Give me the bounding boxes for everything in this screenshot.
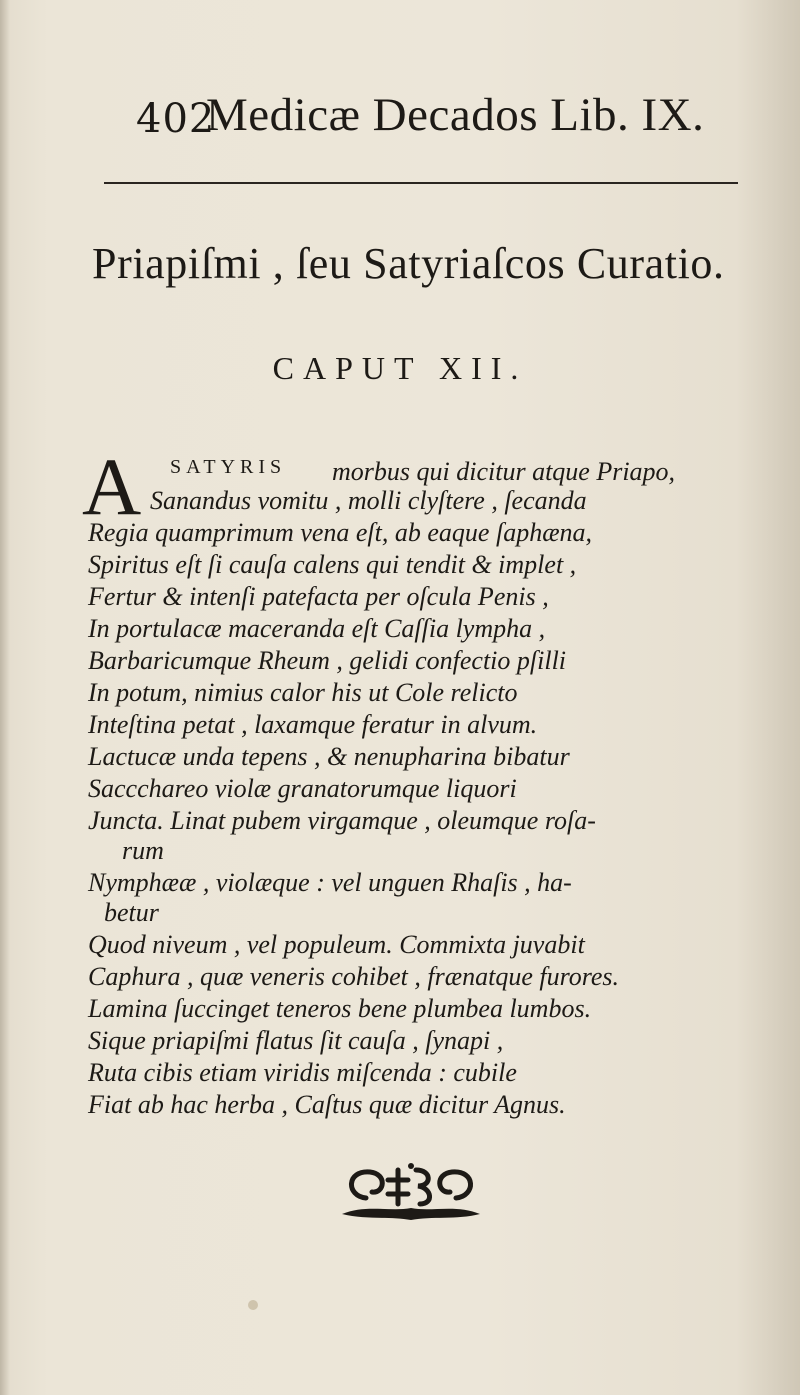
verse-text: Saccchareo violæ granatorumque liquori xyxy=(88,774,517,803)
verse-text: Quod niveum , vel populeum. Commixta juvabit xyxy=(88,930,585,959)
verse-line-turnover xyxy=(0,836,800,872)
tailpiece-ornament xyxy=(336,1158,486,1224)
verse-line xyxy=(0,994,800,1030)
verse-line xyxy=(0,550,800,586)
verse-line xyxy=(0,742,800,778)
verse-line xyxy=(0,646,800,682)
verse-text: Juncta. Linat pubem virgamque , oleumque roſa- xyxy=(88,806,596,835)
verse-line xyxy=(0,582,800,618)
verse-line xyxy=(0,486,800,522)
opening-smallcaps: SATYRIS xyxy=(170,456,287,478)
verse-text: Barbaricumque Rheum , gelidi confectio pſilli xyxy=(88,646,567,675)
verse-line xyxy=(0,518,800,554)
verse-text: Regia quamprimum vena eſt, ab eaque ſaphæna, xyxy=(88,518,593,547)
verse-text: Spiritus eſt ſi cauſa calens qui tendit & implet , xyxy=(88,550,577,579)
verse-line xyxy=(0,774,800,810)
verse-text: Fiat ab hac herba , Caſtus quæ dicitur Agnus. xyxy=(88,1090,566,1119)
verse-line xyxy=(0,614,800,650)
verse-text: Lamina ſuccinget teneros bene plumbea lumbos. xyxy=(88,994,592,1023)
verse-text: Ruta cibis etiam viridis miſcenda : cubile xyxy=(88,1058,517,1087)
verse-text: Inteſtina petat , laxamque feratur in alvum. xyxy=(88,710,538,739)
verse-line xyxy=(0,930,800,966)
paper-spot xyxy=(248,1300,258,1310)
chapter-title: Priapiſmi , ſeu Satyriaſcos Curatio. xyxy=(92,239,725,288)
verse-line xyxy=(0,678,800,714)
drop-cap: A xyxy=(82,441,142,532)
verse-line xyxy=(0,1026,800,1062)
verse-line xyxy=(0,1058,800,1094)
verse-line xyxy=(0,962,800,998)
verse-text: Caphura , quæ veneris cohibet , frænatque furores. xyxy=(88,962,620,991)
verse-line xyxy=(0,1090,800,1126)
verse-text: Sique priapiſmi flatus ſit cauſa , ſynapi , xyxy=(88,1026,504,1055)
verse-text: rum xyxy=(122,836,164,865)
verse-text: In potum, nimius calor his ut Cole relicto xyxy=(88,678,518,707)
verse-text: Nymphææ , violæque : vel unguen Rhaſis , ha- xyxy=(88,868,572,897)
verse-text: Sanandus vomitu , molli clyſtere , ſecanda xyxy=(150,486,587,515)
verse-text: betur xyxy=(104,898,159,927)
verse-line xyxy=(0,710,800,746)
running-title: Medicæ Decados Lib. IX. xyxy=(206,89,705,141)
verse-text: Fertur & intenſi patefacta per oſcula Penis , xyxy=(88,582,549,611)
verse-text: morbus qui dicitur atque Priapo, xyxy=(332,457,676,486)
verse-text: In portulacæ maceranda eſt Caſſia lympha , xyxy=(88,614,546,643)
verse-text: Lactucæ unda tepens , & nenupharina bibatur xyxy=(88,742,570,771)
chapter-number: CAPUT XII. xyxy=(272,350,528,386)
page-number: 402 xyxy=(136,96,216,142)
verse-line-turnover xyxy=(0,898,800,934)
